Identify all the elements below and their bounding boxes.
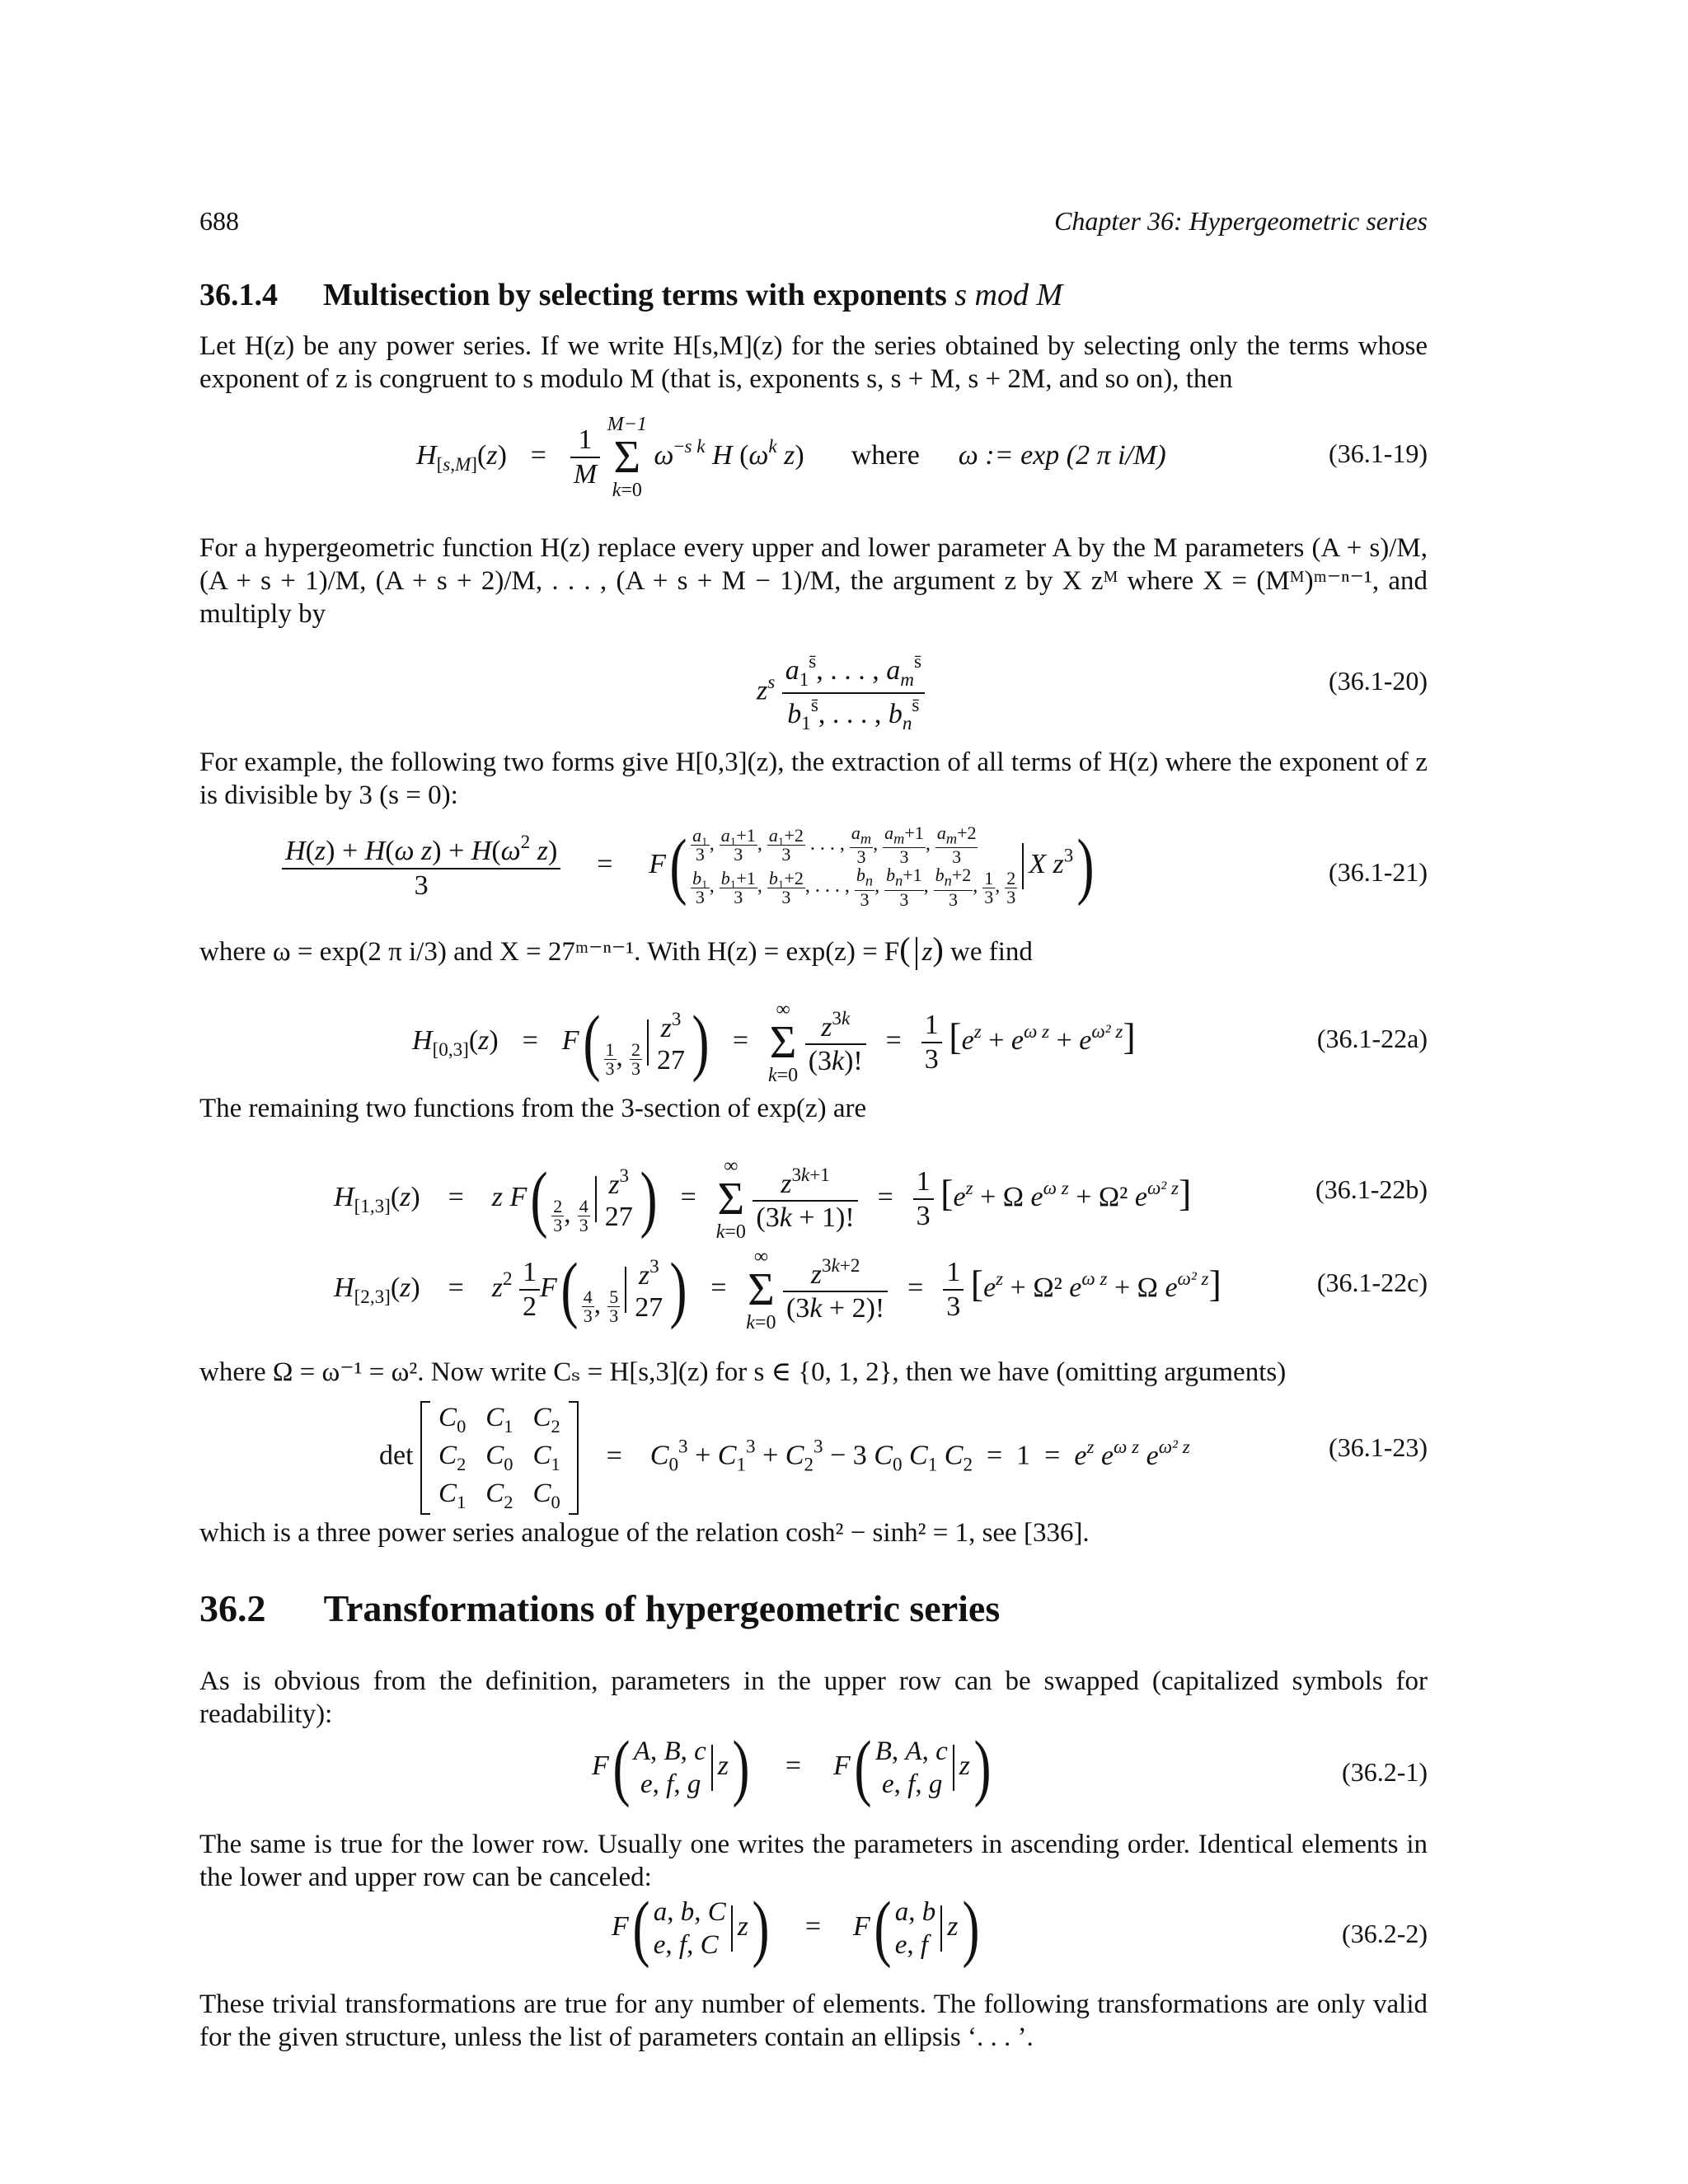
equation-36-1-22a: $H_{[0,3]}(z) = F$( $\frac{1}{3}$ , $\frac{2}{3}$ $z^3$ 27 ) = ∞ Σ k=0 $\frac{z^{3k}}{(3k)!}$ = $\frac{1}{3}$ $[e^z + e^{\omega z} + e^{\omega^2 z}]$: [412, 999, 1136, 1086]
eq-number-36-1-22a: (36.1-22a): [1316, 1024, 1428, 1053]
eq19-where: where: [851, 439, 920, 471]
eq19-omega-def: ω := exp (2 π i/M): [958, 439, 1166, 471]
equation-36-1-21: $\frac{H(z) + H(\omega z) + H(\omega^2 z)}{3}$ = F( $\frac{\text{a₁}}{3}$ , $\frac{\text{a₁+1}}{3}$ , $\frac{\text{a₁+2}}{3}$ . . . , $\frac{a_m}{3}$ , $\frac{a_m+1}{3}$ , $\frac{a_m+2}{3}$ $\frac{\text{b₁}}{3}$ , $\frac{\text{b₁+1}}{3}$ , $\frac{\text{b₁+2}}{3}$ , . . . , $\frac{b_n}{3}$ , $\frac{b_n+1}{3}$ , $\frac{b_n+2}{3}$ , $\frac{1}{3}$ , $\frac{2}{3}$ X $z^3$): [282, 824, 1098, 909]
section-36-2-paragraph-2: The same is true for the lower row. Usually one writes the parameters in ascending order. Identical elements in the lower and upper row can be canceled:: [199, 1830, 1428, 1892]
running-title: Chapter 36: Hypergeometric series: [1054, 206, 1428, 236]
equation-36-1-22c: $H_{[2,3]}(z) = z^2$ $\frac{1}{2}$ F( $\frac{4}{3}$ , $\frac{5}{3}$ $z^3$ 27 ) = ∞ Σ k=0 $\frac{z^{3k+2}}{(3k + 2)!}$ = $\frac{1}{3}$ [$e^z + \Omega^2$ $e^{\omega z} + \Omega$ $e^{\omega^2 z}$]: [334, 1246, 1221, 1333]
equation-36-1-23: det $C_0$ $C_1$ $C_2$ $C_2$ $C_0$ $C_1$ $C_1$ $C_2$ $C_0$ = $C_0^3 + C_1^3 + C_2^3 - 3$ $C_0$ $C_1$ $C_2 = 1 = e^z$ $e^{\omega z}$ $e^{\omega^2 z}$: [379, 1401, 1190, 1515]
paragraph-4: where ω = exp(2 π i/3) and X = 27ᵐ⁻ⁿ⁻¹. With H(z) = exp(z) = F( z) we find: [199, 930, 1033, 970]
eq-number-36-1-23: (36.1-23): [1329, 1432, 1428, 1462]
paragraph-6: where Ω = ω⁻¹ = ω². Now write Cₛ = H[s,3](z) for s ∈ {0, 1, 2}, then we have (omitting arguments): [199, 1357, 1287, 1387]
paragraph-3: For example, the following two forms give H[0,3](z), the extraction of all terms of H(z) where the exponent of z is divisible by 3 (s = 0):: [199, 748, 1428, 810]
eq-number-36-1-21: (36.1-21): [1329, 857, 1428, 887]
section-title-math: s mod M: [954, 278, 1063, 312]
eq-number-36-1-22b: (36.1-22b): [1315, 1174, 1428, 1204]
eq-number-36-2-2: (36.2-2): [1342, 1919, 1428, 1948]
section-36-2-paragraph-3: These trivial transformations are true for any number of elements. The following transformations are only valid for the given structure, unless the list of parameters contain an ellipsis ‘. . . ’.: [199, 1990, 1428, 2052]
equation-36-2-1: F( A, B, c e, f, gz) = F( B, A, c e, f, gz): [592, 1727, 992, 1808]
section-title: Multisection by selecting terms with exponents: [323, 278, 947, 312]
section-number: 36.1.4: [199, 278, 278, 312]
section-heading-36-1-4: [199, 277, 1062, 313]
section-heading-36-2: [199, 1586, 1000, 1630]
section-number: 36.2: [199, 1587, 266, 1629]
determinant-matrix: $C_0$ $C_1$ $C_2$ $C_2$ $C_0$ $C_1$ $C_1$ $C_2$ $C_0$: [420, 1401, 579, 1515]
page-number: 688: [199, 206, 239, 236]
equation-36-1-19: $H_{[s,M]}(z)$ = $\frac{1}{M}$ M−1 Σ k=0 $\omega^{-s k}$ H ($\omega^k$ z) where ω := exp (2 π i/M): [416, 414, 1166, 501]
section-36-2-paragraph-1: As is obvious from the definition, parameters in the upper row can be swapped (capitalized symbols for readability):: [199, 1666, 1428, 1729]
eq-number-36-1-19: (36.1-19): [1329, 438, 1428, 468]
equation-36-2-2: F( a, b, C e, f, Cz) = F( a, b e, fz): [612, 1887, 979, 1969]
eq-number-36-2-1: (36.2-1): [1342, 1757, 1428, 1787]
equation-36-1-22b: $H_{[1,3]}(z) = z$ F( $\frac{2}{3}$ , $\frac{4}{3}$ $z^3$ 27 ) = ∞ Σ k=0 $\frac{z^{3k+1}}{(3k + 1)!}$ = $\frac{1}{3}$ [$e^z + \Omega$ $e^{\omega z} + \Omega^2$ $e^{\omega^2 z}$]: [334, 1155, 1192, 1243]
section-title: Transformations of hypergeometric series: [323, 1587, 1001, 1629]
equation-36-1-20: $z^s$ $\frac{a_1^{s̄}, . . . , a_m^{s̄}}{b_1^{s̄}, . . . , b_n^{s̄}}$: [757, 651, 925, 735]
paragraph-5: The remaining two functions from the 3-section of exp(z) are: [199, 1094, 867, 1123]
intro-paragraph: Let H(z) be any power series. If we write H[s,M](z) for the series obtained by selecting only the terms whose exponent of z is congruent to s modulo M (that is, exponents s, s + M, s + 2M, and so on), then: [199, 331, 1428, 394]
paragraph-2: For a hypergeometric function H(z) replace every upper and lower parameter A by the M parameters (A + s)/M, (A + s + 1)/M, (A + s + 2)/M, . . . , (A + s + M − 1)/M, the argument z by X zᴹ where X = (Mᴹ)ᵐ⁻ⁿ⁻¹, and multiply by: [199, 533, 1428, 629]
eq-number-36-1-20: (36.1-20): [1329, 666, 1428, 696]
eq-number-36-1-22c: (36.1-22c): [1316, 1268, 1428, 1297]
paragraph-7: which is a three power series analogue of the relation cosh² − sinh² = 1, see [336].: [199, 1518, 1090, 1548]
